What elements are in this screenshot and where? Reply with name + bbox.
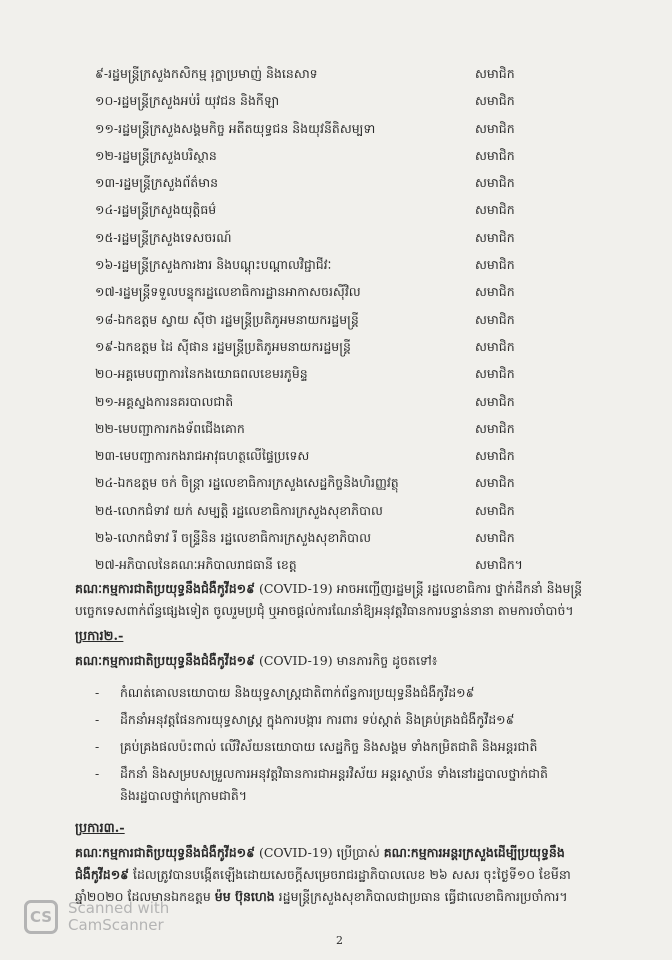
member-title: ២៣-មេបញ្ជាការកងរាជអាវុធហត្ថលើផ្ទៃប្រទេស [95,448,310,464]
member-title: ២១-អគ្គស្នងការនគរបាលជាតិ [95,393,234,409]
member-role: សមាជិក។ [475,557,523,573]
member-role: សមាជិក [475,120,515,136]
member-row [95,497,535,524]
bullet-dash: - [95,712,100,727]
duty-item [95,736,565,758]
minister-name: ម៉ម ប៊ុនហេង [214,889,275,904]
member-title: ១២-រដ្ឋមន្ត្រីក្រសួងបរិស្ថាន [95,147,217,163]
member-row [95,469,535,496]
member-row [95,278,535,305]
member-title: ១៩-ឯកឧត្តម ដៃ ស៊ីផាន រដ្ឋមន្ត្រីប្រតិភូអមនាយករដ្ឋមន្ត្រី [95,338,351,354]
member-role: សមាជិក [475,366,515,382]
watermark-line-2: CamScanner [68,916,164,934]
member-list [95,60,535,579]
committee-name: គណៈកម្មការជាតិប្រយុទ្ធនឹងជំងឺកូវីដ១៩ [75,653,255,668]
member-row [95,169,535,196]
inter-ministerial-committee-name: គណៈកម្មការអន្តរក្រសួងដើម្បីប្រយុទ្ធនឹងជំងឺកូវីដ១៩ [75,845,565,882]
bullet-dash: - [95,685,100,700]
paragraph-article-2 [75,650,605,672]
camscanner-logo-icon: CS [24,900,58,934]
duty-text: ដឹកនាំ និងសម្របសម្រួលការអនុវត្តវិធានការជាអន្តរវិស័យ អន្តរស្ថាប័ន ទាំងនៅរដ្ឋបាលថ្នាក់ជាតិ និងរដ្ឋបាលថ្នាក់ក្រោមជាតិ។ [120,766,548,803]
member-title: ១៤-រដ្ឋមន្ត្រីក្រសួងយុត្តិធម៌ [95,202,217,218]
page-number: 2 [336,934,343,947]
member-title: ៩-រដ្ឋមន្ត្រីក្រសួងកសិកម្ម រុក្ខាប្រមាញ់ និងនេសាទ [95,66,318,81]
member-row [95,60,535,87]
member-row [95,442,535,469]
paragraph-text: រដ្ឋមន្ត្រីក្រសួងសុខាភិបាលជាប្រធាន ធ្វើជាលេខាធិការប្រចាំការ។ [274,889,568,904]
member-role: សមាជិក [475,147,515,163]
member-title: ២៦-លោកជំទាវ រី ចន្ទ្រីនិន រដ្ឋលេខាធិការក្រសួងសុខាភិបាល [95,530,371,546]
committee-name: គណៈកម្មការជាតិប្រយុទ្ធនឹងជំងឺកូវីដ១៩ [75,581,255,596]
member-role: សមាជិក [475,502,515,518]
member-title: ២២-មេបញ្ជាការកងទ័ពជើងគោក [95,420,245,436]
duties-list [95,682,565,812]
duty-item [95,763,565,807]
member-row [95,224,535,251]
paragraph-text: (COVID-19) ប្រើប្រាស់ [254,845,384,860]
member-title: ១៧-រដ្ឋមន្ត្រីទទួលបន្ទុករដ្ឋលេខាធិការដ្ឋានអាកាសចរស៊ីវិល [95,284,361,300]
member-row [95,360,535,387]
member-role: សមាជិក [475,311,515,327]
duty-text: កំណត់គោលនយោបាយ និងយុទ្ធសាស្ត្រជាតិពាក់ព័ន្ធការប្រយុទ្ធនឹងជំងឺកូវីដ១៩ [120,685,475,700]
duty-item [95,682,565,704]
heading-article-3: ប្រការ៣.- [75,821,125,836]
member-title: ១៣-រដ្ឋមន្ត្រីក្រសួងព័ត៌មាន [95,175,219,191]
member-role: សមាជិក [475,229,515,245]
member-role: សមាជិក [475,257,515,273]
paragraph-text: ដែលត្រូវបានបង្កើតឡើងដោយសេចក្តីសម្រេចរាជរដ្ឋាភិបាលលេខ ២៦ សសរ ចុះថ្ងៃទី១០ ខែមីនា ឆ្នាំ២០២០ ដែលមានឯកឧត្តម [75,867,571,904]
member-row [95,551,535,578]
paragraph-article-1-note [75,578,605,622]
member-row [95,388,535,415]
duty-item [95,709,565,731]
member-role: សមាជិក [475,420,515,436]
member-role: សមាជិក [475,530,515,546]
member-role: សមាជិក [475,93,515,109]
member-row [95,251,535,278]
member-row [95,415,535,442]
duty-text: គ្រប់គ្រងផលប៉ះពាល់ លើវិស័យនយោបាយ សេដ្ឋកិច្ច និងសង្គម ទាំងកម្រិតជាតិ និងអន្តរជាតិ [120,739,538,754]
member-role: សមាជិក [475,475,515,491]
member-title: ១១-រដ្ឋមន្ត្រីក្រសួងសង្គមកិច្ច អតីតយុទ្ធជន និងយុវនីតិសម្បទា [95,120,376,136]
bullet-dash: - [95,766,100,781]
member-row [95,196,535,223]
member-title: ២៤-ឯកឧត្តម ចក់ ចិន្ត្រា រដ្ឋលេខាធិការក្រសួងសេដ្ឋកិច្ចនិងហិរញ្ញវត្ថុ [95,475,399,491]
paragraph-text: (COVID-19) មានភារកិច្ច ដូចតទៅ៖ [254,653,438,668]
member-title: ១០-រដ្ឋមន្ត្រីក្រសួងអប់រំ យុវជន និងកីឡា [95,93,280,109]
bullet-dash: - [95,739,100,754]
member-role: សមាជិក [475,284,515,300]
member-row [95,333,535,360]
heading-article-2: ប្រការ២.- [75,629,124,644]
paragraph-text: (COVID-19) អាចអញ្ជើញរដ្ឋមន្ត្រី រដ្ឋលេខាធិការ ថ្នាក់ដឹកនាំ និងមន្ត្រីបច្ចេកទេសពាក់ព័ន្ធផ្សេងទៀត ចូលរួមប្រជុំ ឬអាចផ្តល់ការណែនាំឱ្យអនុវត្តវិធានការបន្ទាន់នានា តាមការចាំបាច់។ [75,581,583,618]
member-role: សមាជិក [475,202,515,218]
member-title: ២៧-អភិបាលនៃគណៈអភិបាលរាជធានី ខេត្ត [95,557,297,573]
camscanner-watermark [24,900,169,934]
member-row [95,306,535,333]
member-title: ១៨-ឯកឧត្តម ស្វាយ ស៊ីថា រដ្ឋមន្ត្រីប្រតិភូអមនាយករដ្ឋមន្ត្រី [95,311,359,327]
duty-text: ដឹកនាំអនុវត្តផែនការយុទ្ធសាស្ត្រ ក្នុងការបង្ការ ការពារ ទប់ស្កាត់ និងគ្រប់គ្រងជំងឺកូវីដ១៩ [120,712,515,727]
committee-name: គណៈកម្មការជាតិប្រយុទ្ធនឹងជំងឺកូវីដ១៩ [75,845,255,860]
member-role: សមាជិក [475,66,515,81]
member-title: ២៥-លោកជំទាវ យក់ សម្បត្តិ រដ្ឋលេខាធិការក្រសួងសុខាភិបាល [95,502,383,518]
member-role: សមាជិក [475,175,515,191]
member-role: សមាជិក [475,393,515,409]
member-title: ១៥-រដ្ឋមន្ត្រីក្រសួងទេសចរណ៍ [95,229,232,245]
member-row [95,524,535,551]
member-row [95,87,535,114]
member-role: សមាជិក [475,338,515,354]
member-title: ២០-អគ្គមេបញ្ជាការនៃកងយោធពលខេមរភូមិន្ទ [95,366,308,382]
member-role: សមាជិក [475,448,515,464]
member-row [95,115,535,142]
member-row [95,142,535,169]
watermark-line-1: Scanned with [68,899,170,917]
member-title: ១៦-រដ្ឋមន្ត្រីក្រសួងការងារ និងបណ្តុះបណ្តាលវិជ្ជាជីវៈ [95,257,332,273]
